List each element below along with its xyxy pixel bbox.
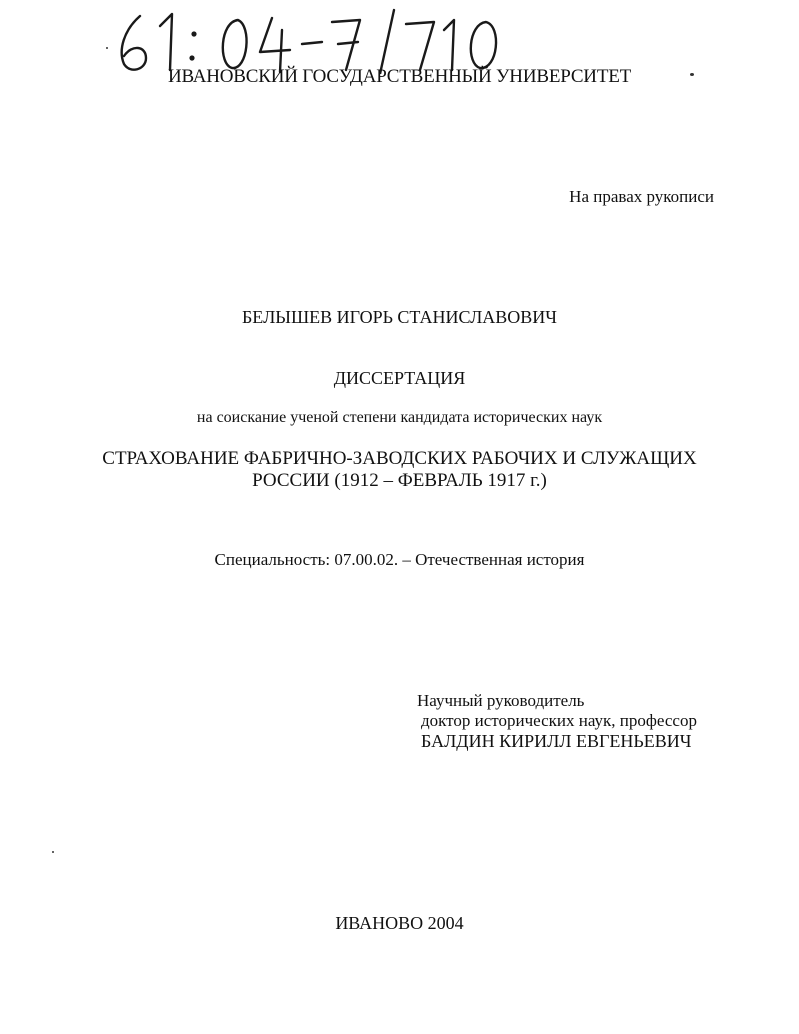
document-type: ДИССЕРТАЦИЯ bbox=[333, 368, 466, 388]
scan-speck bbox=[690, 73, 694, 76]
author-name: БЕЛЫШЕВ ИГОРЬ СТАНИСЛАВОВИЧ bbox=[241, 307, 558, 327]
specialty-line: Специальность: 07.00.02. – Отечественная история bbox=[214, 550, 585, 569]
supervisor-label: Научный руководитель bbox=[417, 691, 585, 710]
scan-speck bbox=[106, 47, 108, 49]
city-year: ИВАНОВО 2004 bbox=[335, 913, 464, 933]
university-name: ИВАНОВСКИЙ ГОСУДАРСТВЕННЫЙ УНИВЕРСИТЕТ bbox=[167, 66, 632, 87]
rights-note: На правах рукописи bbox=[569, 187, 714, 206]
degree-line: на соискание ученой степени кандидата исторических наук bbox=[196, 409, 603, 426]
title-line-1: СТРАХОВАНИЕ ФАБРИЧНО-ЗАВОДСКИХ РАБОЧИХ И СЛУЖАЩИХ bbox=[102, 448, 697, 469]
title-line-2: РОССИИ (1912 – ФЕВРАЛЬ 1917 г.) bbox=[252, 470, 547, 491]
dissertation-title bbox=[0, 448, 799, 492]
supervisor-name: БАЛДИН КИРИЛЛ ЕВГЕНЬЕВИЧ bbox=[421, 731, 692, 751]
handwritten-archive-code bbox=[110, 8, 510, 74]
supervisor-block bbox=[417, 691, 697, 751]
supervisor-credentials: доктор исторических наук, профессор bbox=[421, 711, 697, 730]
scan-speck bbox=[52, 851, 54, 853]
